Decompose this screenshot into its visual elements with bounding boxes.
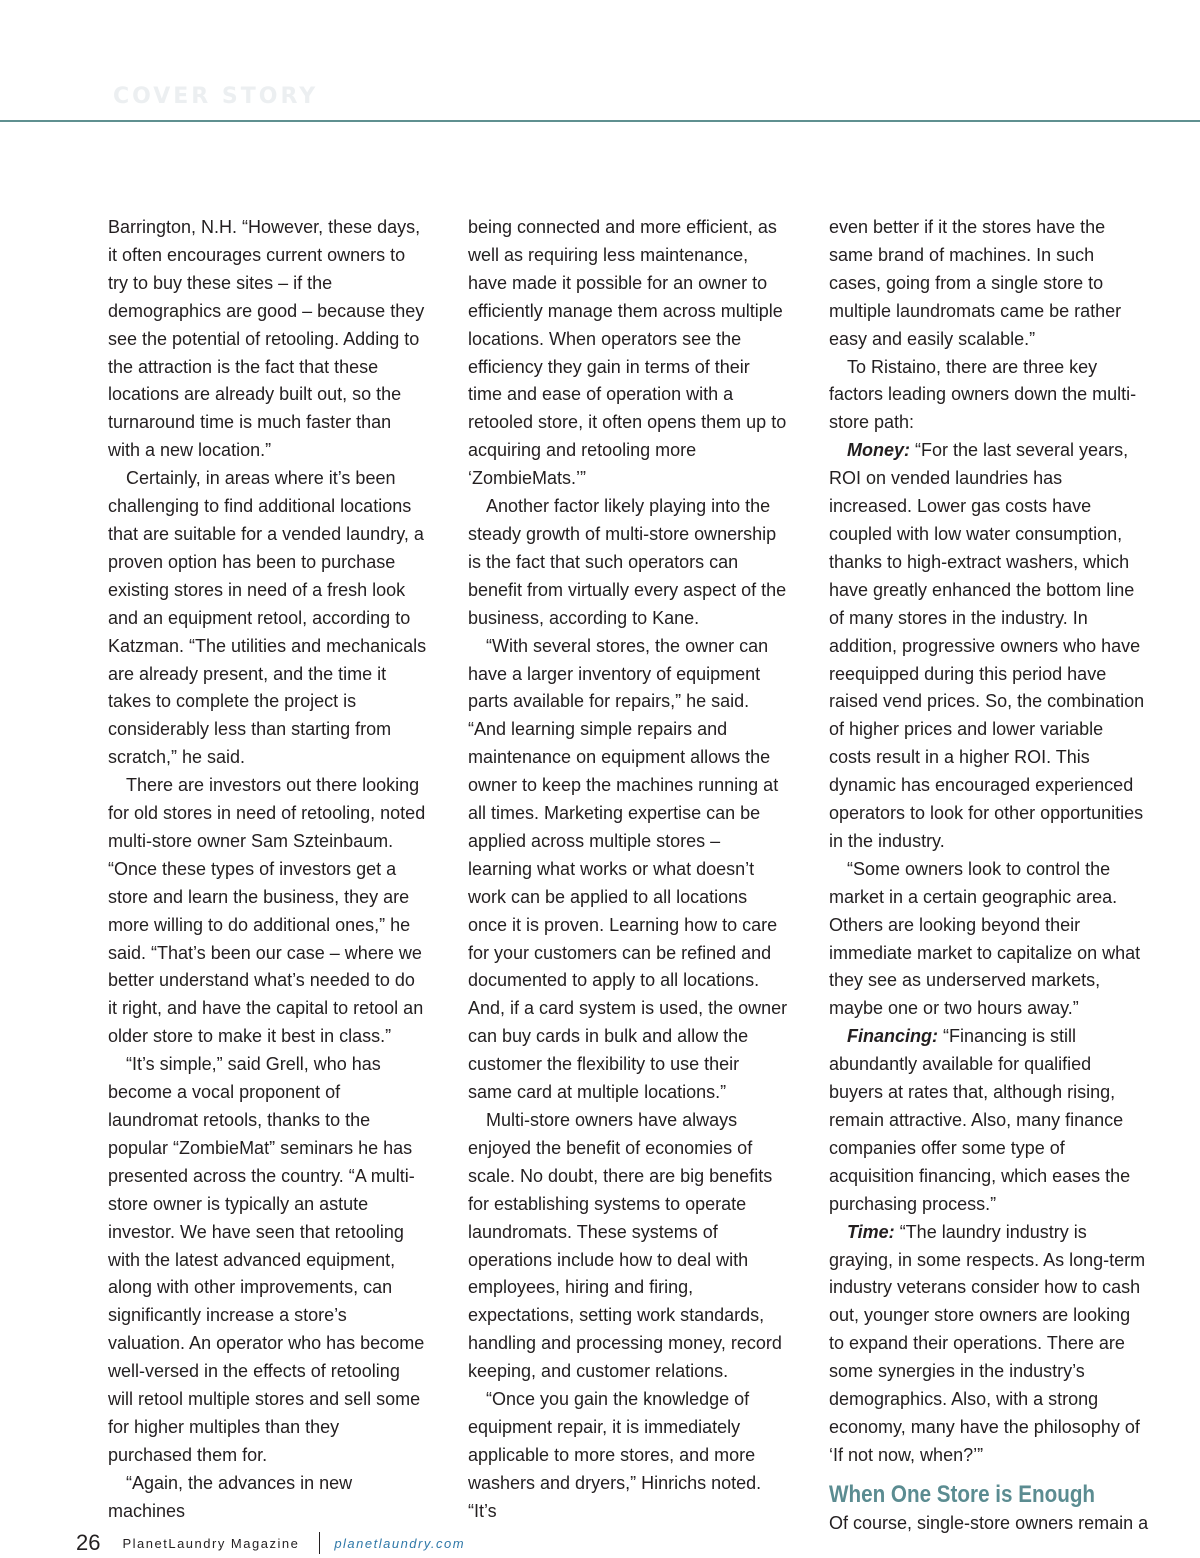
subheading: When One Store is Enough bbox=[829, 1480, 1096, 1508]
lead-in-time: Time: bbox=[847, 1221, 895, 1242]
paragraph bbox=[829, 1023, 1149, 1218]
footer-divider bbox=[319, 1532, 320, 1554]
paragraph: Barrington, N.H. “However, these days, it often encourages current owners to try to buy these sites – if the demographics are good – because they see the potential of retooling. Adding to the attraction is the fact that these locations are already built out, so the turnaround time is much faster than with a new location.” bbox=[108, 217, 425, 461]
paragraph: Certainly, in areas where it’s been challenging to find additional locations that are suitable for a vended laundry, a proven option has been to purchase existing stores in need of a fresh look and an equipment retool, according to Katzman. “The utilities and mechanicals are already present, and the time it takes to complete the project is considerably less than starting from scratch,” he said. bbox=[108, 468, 427, 768]
lead-in-money: Money: bbox=[847, 440, 910, 461]
paragraph: being connected and more efficient, as well as requiring less maintenance, have made it possible for an owner to efficiently manage them across multiple locations. When operators see the efficiency they gain in terms of their time and ease of operation with a retooled store, it often opens them up to acquiring and retooling more ‘ZombieMats.’” bbox=[468, 217, 787, 489]
article-column-1 bbox=[108, 214, 428, 1526]
article-column-2 bbox=[468, 214, 788, 1526]
paragraph bbox=[829, 1219, 1149, 1470]
paragraph: “With several stores, the owner can have a larger inventory of equipment parts available for repairs,” he said. “And learning simple repairs and maintenance on equipment allows the owner to keep the machines running at all times. Marketing expertise can be applied across multiple stores – learning what works or what doesn’t work can be applied to all locations once it is proven. Learning how to care for your customers can be refined and documented to apply to all locations. And, if a card system is used, the owner can buy cards in bulk and allow the customer the flexibility to use their same card at multiple locations.” bbox=[468, 635, 788, 1103]
site-url-link[interactable]: planetlaundry.com bbox=[334, 1535, 466, 1551]
paragraph: Another factor likely playing into the steady growth of multi-store ownership is the fact that such operators can benefit from virtually every aspect of the business, according to Kane. bbox=[468, 496, 787, 628]
paragraph-text: “For the last several years, ROI on vended laundries has increased. Lower gas costs have coupled with low water consumption, thanks to high-extract washers, which have greatly enhanced the bottom line of many stores in the industry. In addition, progressive owners who have reequipped during this period have raised vend prices. So, the combination of higher prices and lower variable costs result in a higher ROI. This dynamic has encouraged experienced operators to look for other opportunities in the industry. bbox=[829, 440, 1145, 851]
article-column-3 bbox=[829, 214, 1149, 1538]
paragraph: There are investors out there looking for old stores in need of retooling, noted multi-store owner Sam Szteinbaum. “Once these types of investors get a store and learn the business, they are more willing to do additional ones,” he said. “That’s been our case – where we better understand what’s needed to do it right, and have the capital to retool an older store to make it best in class.” bbox=[108, 775, 426, 1047]
section-label: COVER STORY bbox=[113, 84, 319, 109]
paragraph: Of course, single-store owners remain a bbox=[829, 1512, 1149, 1533]
page-number: 26 bbox=[76, 1530, 101, 1555]
header-rule bbox=[0, 120, 1200, 122]
page-footer bbox=[76, 1528, 465, 1558]
paragraph-text: “The laundry industry is graying, in some respects. As long-term industry veterans consider how to cash out, younger store owners are looking to expand their operations. There are some synergies in the industry’s demographics. Also, with a strong economy, many have the philosophy of ‘If not now, when?’” bbox=[829, 1221, 1146, 1465]
paragraph: “Again, the advances in new machines bbox=[108, 1472, 353, 1521]
paragraph: “Some owners look to control the market in a certain geographic area. Others are looking beyond their immediate market to capitalize on what they see as underserved markets, maybe one or two hours away.” bbox=[829, 858, 1141, 1019]
paragraph: To Ristaino, there are three key factors leading owners down the multi-store path: bbox=[829, 356, 1137, 433]
magazine-name: PlanetLaundry Magazine bbox=[122, 1535, 300, 1551]
lead-in-financing: Financing: bbox=[847, 1026, 938, 1047]
paragraph: even better if it the stores have the same brand of machines. In such cases, going from a single store to multiple laundromats came be rather easy and easily scalable.” bbox=[829, 217, 1122, 349]
paragraph-text: “Financing is still abundantly available for qualified buyers at rates that, although rising, remain attractive. Also, many finance companies offer some type of acquisition financing, which eases the purchasing process.” bbox=[829, 1026, 1131, 1214]
paragraph bbox=[829, 437, 1149, 856]
paragraph: “Once you gain the knowledge of equipment repair, it is immediately applicable to more stores, and more washers and dryers,” Hinrichs noted. “It’s bbox=[468, 1389, 762, 1521]
paragraph: “It’s simple,” said Grell, who has become a vocal proponent of laundromat retools, thanks to the popular “ZombieMat” seminars he has presented across the country. “A multi-store owner is typically an astute investor. We have seen that retooling with the latest advanced equipment, along with other improvements, can significantly increase a store’s valuation. An operator who has become well-versed in the effects of retooling will retool multiple stores and sell some for higher multiples than they purchased them for. bbox=[108, 1054, 425, 1465]
paragraph: Multi-store owners have always enjoyed the benefit of economies of scale. No doubt, there are big benefits for establishing systems to operate laundromats. These systems of operations include how to deal with employees, hiring and firing, expectations, setting work standards, handling and processing money, record keeping, and customer relations. bbox=[468, 1110, 782, 1382]
